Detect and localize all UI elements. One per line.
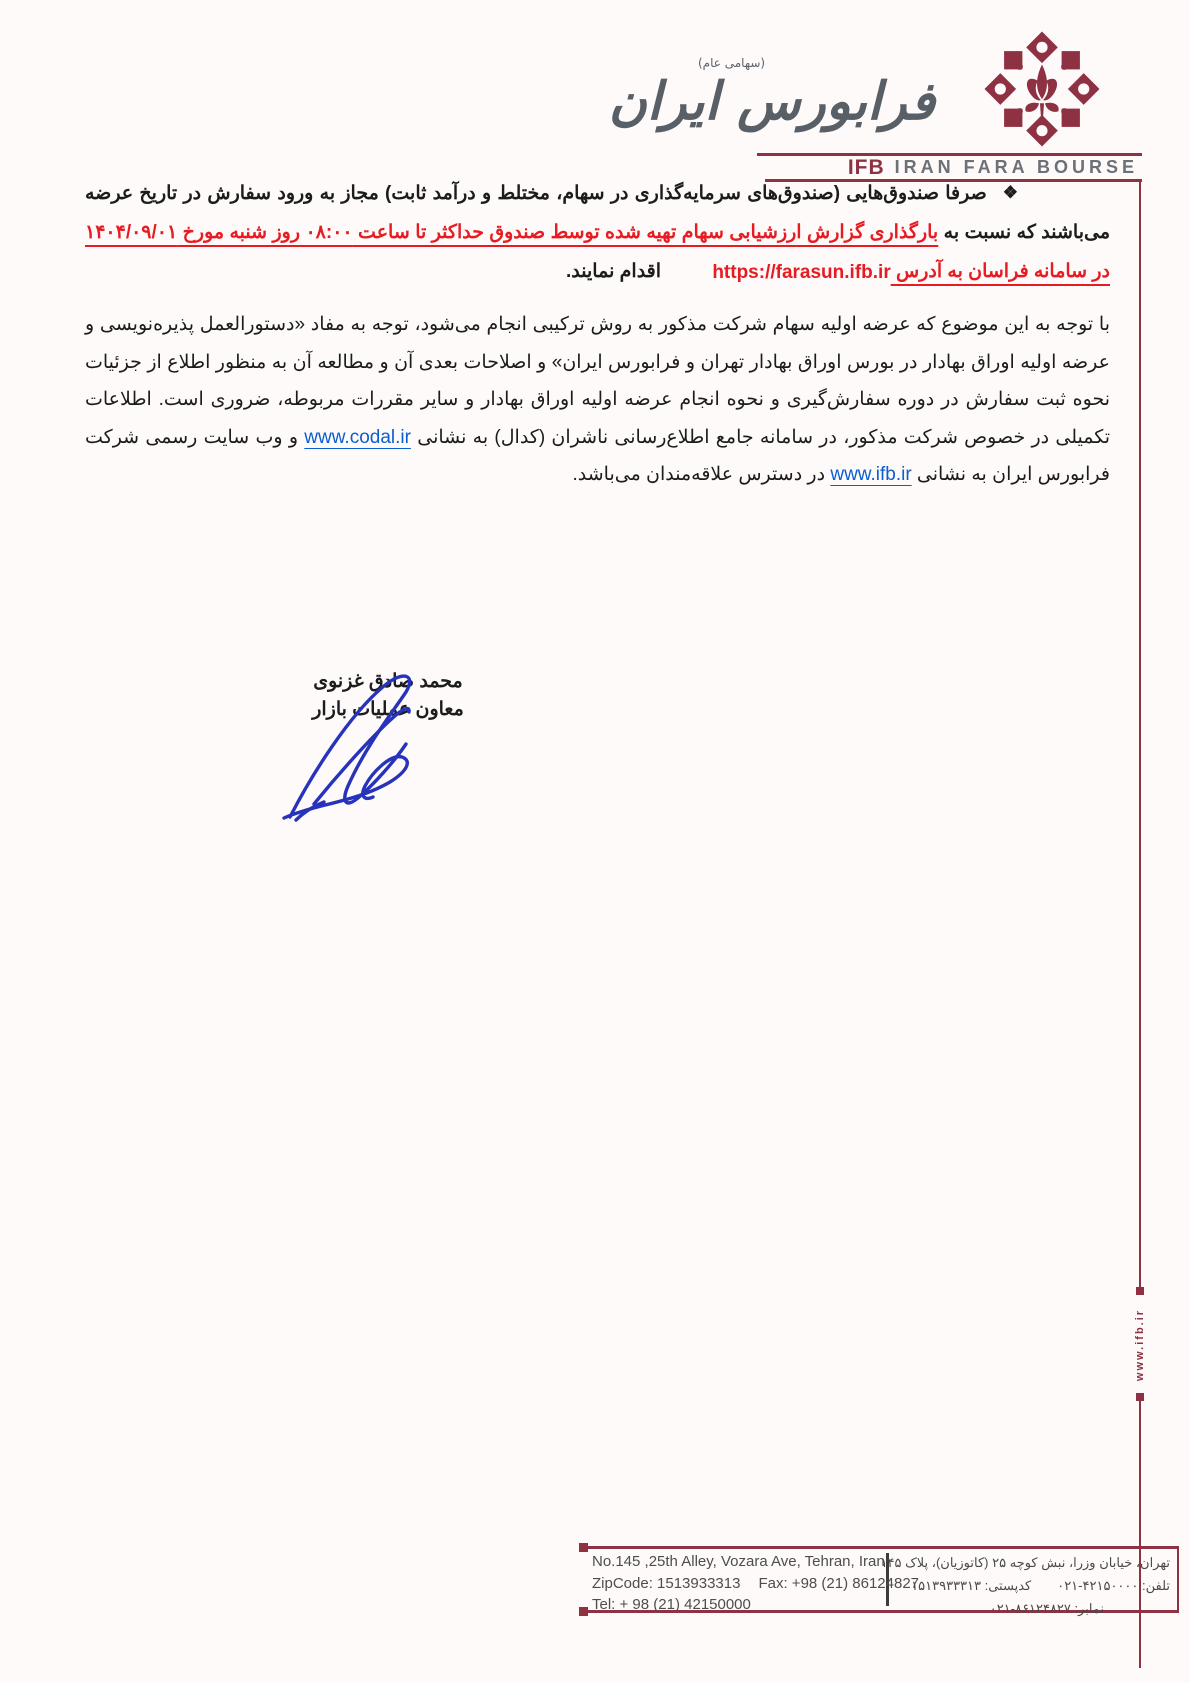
footer-square-top xyxy=(579,1543,588,1552)
ifb-logo-icon xyxy=(938,28,1146,150)
codal-url-link[interactable]: www.codal.ir xyxy=(304,426,411,448)
footer-address-en xyxy=(592,1551,920,1616)
footer-fa-tel-zip-line xyxy=(900,1574,1170,1597)
notice-red-sentence: بارگذاری گزارش ارزشیابی سهام تهیه شده توسط صندوق حداکثر تا ساعت ۰۸:۰۰ روز شنبه مورخ ۱۴۰۴/۰۹/۰۱ در سامانه فراسان به آدرس xyxy=(85,222,1110,282)
brand-ifb-monogram: IFB xyxy=(847,155,885,179)
footer-en-tel: Tel: + 98 (21) 42150000 xyxy=(592,1596,751,1613)
brand-latin-text: IRAN FARA BOURSE xyxy=(894,157,1138,177)
right-margin-line-lower xyxy=(1139,1400,1141,1668)
right-margin-line-upper xyxy=(1139,179,1141,1291)
footer-en-zip-fax-line xyxy=(592,1573,920,1595)
footer-address-fa xyxy=(880,1551,1170,1620)
footer-fa-fax: نمابر: ۸۶۱۲۴۸۲۷-۰۲۱ xyxy=(989,1601,1104,1616)
handwritten-signature xyxy=(252,652,492,827)
notice-black-prefix: که نسبت به xyxy=(938,222,1036,243)
brand-name-farsi: فرابورس ایران xyxy=(608,72,935,132)
footer-fa-zip: کدپستی: ۱۵۱۳۹۳۳۳۱۳ xyxy=(911,1578,1032,1593)
notice-paragraph xyxy=(85,174,1110,291)
brand-company-type: (سهامی عام) xyxy=(698,56,766,70)
notice-line1: صرفا صندوق‌هایی (صندوق‌های سرمایه‌گذاری در سهام، مختلط و درآمد ثابت) مجاز به ورود سفارش در تاریخ عرضه می‌باشند xyxy=(85,183,1111,243)
ifb-url-link[interactable]: www.ifb.ir xyxy=(830,464,912,485)
footer-fa-tel: تلفن: ۴۲۱۵۰۰۰۰-۰۲۱ xyxy=(1057,1578,1170,1593)
body-seg1: با توجه به این موضوع که عرضه اولیه سهام شرکت مذکور به روش ترکیبی انجام می‌شود، توجه به مفاد «دستورالعمل پذیره‌نویسی و عرضه اولیه اوراق بهادار در بورس اوراق بهادار تهران و فرابورس ایران» و اصلاحات بعدی آن و مطالعه آن به منظور اطلاع از جزئیات نحوه ثبت سفارش در دوره سفارش‌گیری و نحوه انجام عرضه اولیه اوراق بهادار و سایر مقررات مربوطه، ضروری است. اطلاعات تکمیلی در خصوص شرکت مذکور، در سامانه جامع اطلاع‌رسانی ناشران (کدال) به نشانی xyxy=(85,314,1111,448)
footer-en-address-line: No.145 ,25th Alley, Vozara Ave, Tehran, Iran xyxy=(592,1553,885,1570)
footer-fa-address-line: تهران، خیابان وزرا، نبش کوچه ۲۵ (کاتوزیان)، پلاک ۱۴۵ xyxy=(880,1555,1170,1570)
signer-name: محمد صادق غزنوی xyxy=(313,671,463,692)
farasun-url-link[interactable]: https://farasun.ifb.ir xyxy=(712,262,891,283)
diamond-bullet-icon: ❖ xyxy=(1002,183,1018,202)
footer-en-fax: Fax: +98 (21) 86124827 xyxy=(758,1574,920,1592)
footer-en-zip: ZipCode: 1513933313 xyxy=(592,1574,741,1592)
letterhead-rule xyxy=(757,153,1142,156)
footer-rule-top xyxy=(583,1546,1179,1549)
body-seg3: در دسترس علاقه‌مندان می‌باشد. xyxy=(572,464,831,485)
sidebar-url-link[interactable]: www.ifb.ir xyxy=(1134,1308,1146,1382)
footer-rule-right xyxy=(1177,1546,1180,1613)
signer-title: معاون عملیات بازار xyxy=(312,699,464,720)
rail-square-top xyxy=(1136,1287,1144,1295)
footer-square-bottom xyxy=(579,1607,588,1616)
notice-black-suffix: اقدام نمایند. xyxy=(566,261,667,282)
body-seg2: و وب سایت رسمی شرکت فرابورس ایران به نشانی xyxy=(85,426,1110,485)
body-paragraph xyxy=(85,306,1110,494)
